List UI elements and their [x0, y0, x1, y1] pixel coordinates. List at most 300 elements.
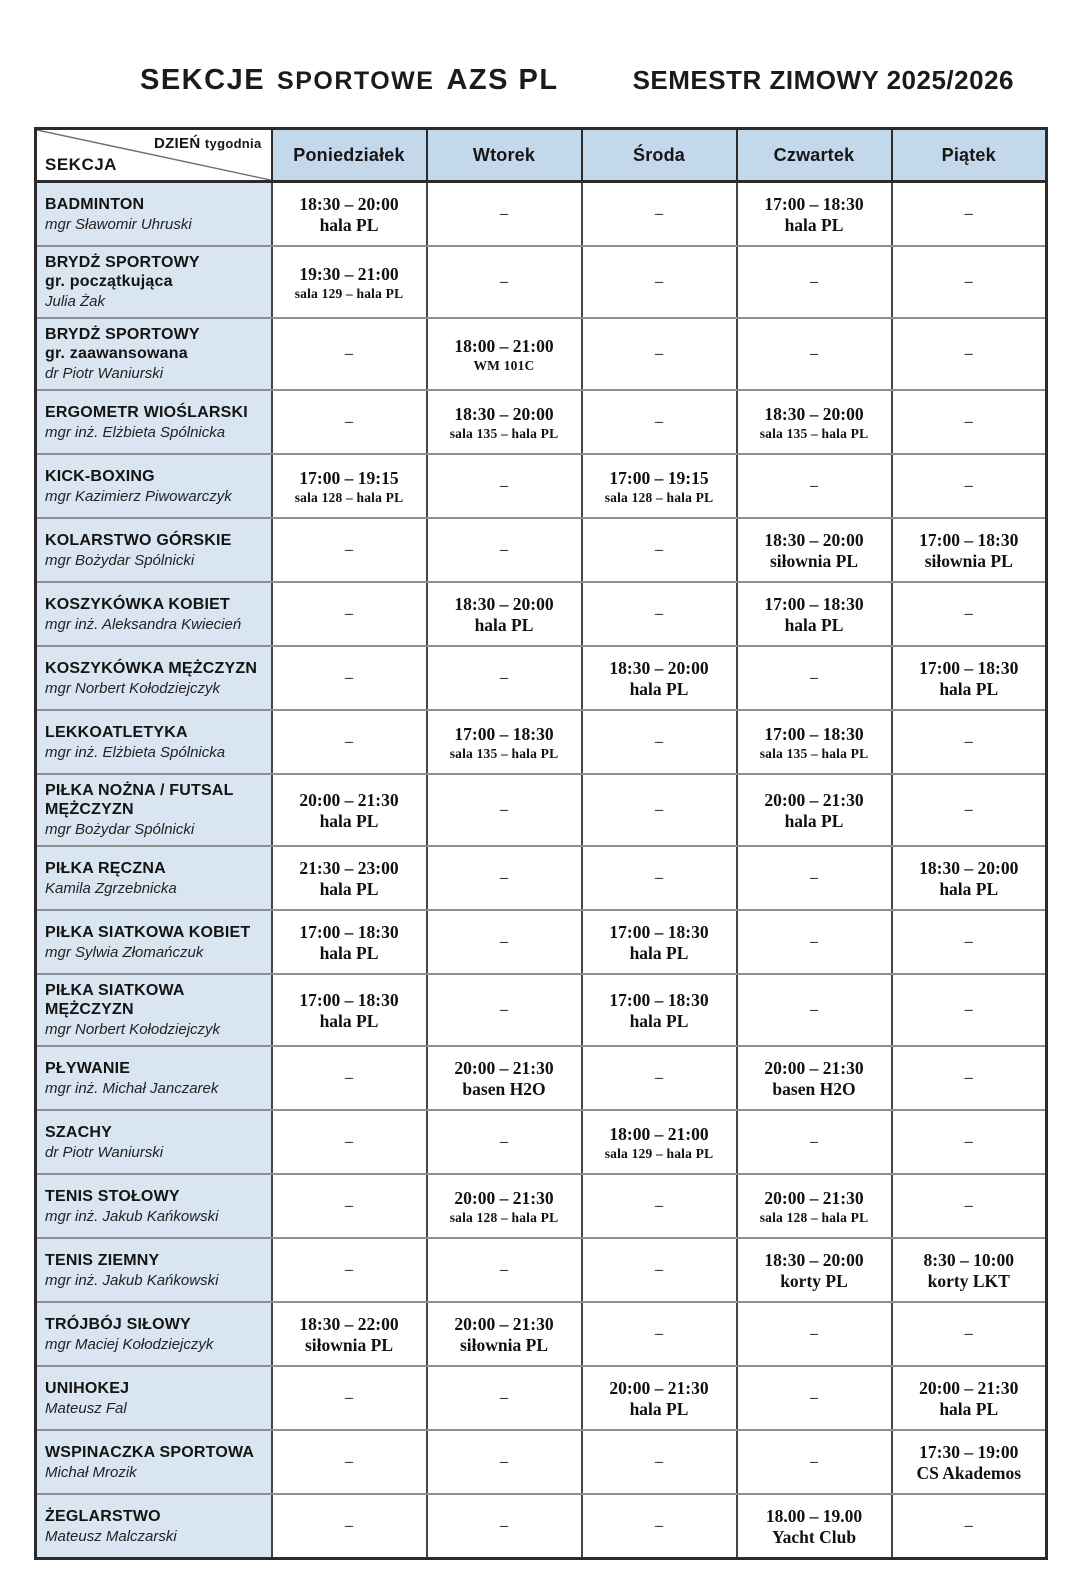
table-row: [36, 774, 1047, 846]
empty-dash: –: [810, 1453, 818, 1470]
schedule-time: 20:00 – 21:30: [764, 1057, 864, 1078]
section-cell: [36, 318, 272, 390]
section-instructor: mgr Norbert Kołodziejczyk: [45, 679, 221, 697]
schedule-place: hala PL: [319, 942, 379, 963]
section-instructor: mgr inż. Elżbieta Spólnicka: [45, 743, 226, 761]
schedule-cell: [427, 246, 582, 318]
schedule-cell: [272, 182, 427, 247]
empty-dash: –: [655, 801, 663, 818]
section-instructor: mgr inż. Aleksandra Kwiecień: [45, 615, 242, 633]
empty-dash: –: [345, 1197, 353, 1214]
section-cell: [36, 1494, 272, 1559]
schedule-cell: [427, 182, 582, 247]
schedule-cell: [737, 774, 892, 846]
section-instructor: mgr inż. Michał Janczarek: [45, 1079, 219, 1097]
schedule-cell: [892, 1174, 1047, 1238]
section-cell: [36, 1302, 272, 1366]
section-cell: [36, 846, 272, 910]
schedule-cell: [737, 646, 892, 710]
day-header-tuesday: Wtorek: [427, 129, 582, 182]
schedule-place: siłownia PL: [924, 550, 1013, 571]
section-cell: [36, 1366, 272, 1430]
schedule-cell: [582, 1110, 737, 1174]
schedule-cell: [272, 582, 427, 646]
empty-dash: –: [810, 273, 818, 290]
empty-dash: –: [964, 1133, 973, 1150]
schedule-time: 18.00 – 19.00: [765, 1505, 863, 1526]
section-instructor: dr Piotr Waniurski: [45, 1143, 164, 1161]
schedule-place: hala PL: [629, 1398, 689, 1419]
title-semester: SEMESTR ZIMOWY 2025/2026: [632, 65, 1014, 95]
schedule-place: sala 128 – hala PL: [604, 489, 714, 505]
schedule-cell: [737, 390, 892, 454]
empty-dash: –: [345, 1133, 353, 1150]
section-name: BRYDŻ SPORTOWY: [45, 254, 200, 271]
schedule-cell: [427, 646, 582, 710]
schedule-cell: [892, 646, 1047, 710]
schedule-place: basen H2O: [772, 1078, 856, 1099]
schedule-cell: [427, 1494, 582, 1559]
empty-dash: –: [964, 933, 973, 950]
schedule-place: basen H2O: [462, 1078, 546, 1099]
schedule-cell: [582, 646, 737, 710]
schedule-place: hala PL: [784, 614, 844, 635]
schedule-cell: [427, 1174, 582, 1238]
schedule-time: 18:30 – 20:00: [454, 593, 554, 614]
table-row: [36, 246, 1047, 318]
empty-dash: –: [500, 669, 508, 686]
schedule-cell: [737, 974, 892, 1046]
schedule-cell: [582, 974, 737, 1046]
schedule-cell: [737, 1494, 892, 1559]
schedule-cell: [272, 910, 427, 974]
section-instructor: mgr Sylwia Złomańczuk: [45, 943, 204, 961]
schedule-cell: [892, 182, 1047, 247]
schedule-cell: [737, 846, 892, 910]
section-name: ERGOMETR WIOŚLARSKI: [45, 403, 248, 421]
schedule-time: 17:00 – 18:30: [919, 529, 1019, 550]
empty-dash: –: [964, 1517, 973, 1534]
schedule-cell: [582, 182, 737, 247]
schedule-place: siłownia PL: [769, 550, 858, 571]
schedule-cell: [582, 710, 737, 774]
schedule-cell: [272, 974, 427, 1046]
schedule-place: sala 128 – hala PL: [759, 1209, 869, 1225]
empty-dash: –: [500, 933, 508, 950]
schedule-time: 18:00 – 21:00: [454, 335, 554, 356]
section-cell: [36, 1430, 272, 1494]
schedule-table: [34, 127, 1048, 1560]
schedule-cell: [582, 1302, 737, 1366]
empty-dash: –: [500, 1133, 508, 1150]
schedule-place: hala PL: [474, 614, 534, 635]
schedule-cell: [582, 1046, 737, 1110]
schedule-place: hala PL: [784, 214, 844, 235]
empty-dash: –: [964, 1069, 973, 1086]
schedule-cell: [737, 1430, 892, 1494]
empty-dash: –: [810, 869, 818, 886]
table-row: [36, 1046, 1047, 1110]
section-cell: [36, 1046, 272, 1110]
schedule-cell: [427, 974, 582, 1046]
schedule-cell: [427, 518, 582, 582]
schedule-cell: [892, 582, 1047, 646]
schedule-time: 18:30 – 20:00: [764, 1249, 864, 1270]
schedule-cell: [582, 1366, 737, 1430]
schedule-place: hala PL: [939, 1398, 999, 1419]
schedule-cell: [737, 1046, 892, 1110]
table-row: [36, 1494, 1047, 1559]
empty-dash: –: [964, 273, 973, 290]
schedule-cell: [892, 846, 1047, 910]
empty-dash: –: [345, 1453, 353, 1470]
empty-dash: –: [655, 605, 663, 622]
schedule-time: 20:00 – 21:30: [454, 1187, 554, 1208]
page-title: [140, 64, 1080, 97]
schedule-cell: [892, 1046, 1047, 1110]
schedule-cell: [582, 246, 737, 318]
schedule-cell: [427, 1110, 582, 1174]
table-row: [36, 318, 1047, 390]
schedule-cell: [582, 846, 737, 910]
schedule-cell: [892, 1110, 1047, 1174]
schedule-time: 18:30 – 20:00: [764, 403, 864, 424]
section-instructor: Julia Żak: [45, 293, 106, 310]
section-cell: [36, 454, 272, 518]
schedule-cell: [737, 454, 892, 518]
table-row: [36, 1430, 1047, 1494]
section-instructor: mgr Bożydar Spólnicki: [45, 551, 195, 569]
schedule-place: hala PL: [629, 942, 689, 963]
section-cell: [36, 646, 272, 710]
schedule-place: WM 101C: [473, 357, 535, 373]
schedule-cell: [892, 774, 1047, 846]
section-cell: [36, 774, 272, 846]
schedule-cell: [892, 974, 1047, 1046]
schedule-time: 18:30 – 20:00: [764, 529, 864, 550]
section-name: PIŁKA SIATKOWA KOBIET: [45, 923, 251, 941]
schedule-cell: [582, 390, 737, 454]
schedule-time: 17:00 – 18:30: [764, 723, 864, 744]
title-sportowe: SPORTOWE: [277, 67, 435, 95]
schedule-place: hala PL: [319, 878, 379, 899]
empty-dash: –: [655, 345, 663, 362]
day-header-friday: Piątek: [892, 129, 1047, 182]
section-name: WSPINACZKA SPORTOWA: [45, 1443, 255, 1461]
day-header-thursday: Czwartek: [737, 129, 892, 182]
schedule-place: Yacht Club: [771, 1526, 857, 1547]
schedule-place: siłownia PL: [459, 1334, 548, 1355]
schedule-cell: [427, 454, 582, 518]
schedule-cell: [272, 390, 427, 454]
schedule-cell: [737, 1110, 892, 1174]
section-cell: [36, 1174, 272, 1238]
table-row: [36, 582, 1047, 646]
schedule-time: 17:00 – 18:30: [454, 723, 554, 744]
schedule-cell: [892, 910, 1047, 974]
empty-dash: –: [810, 345, 818, 362]
schedule-cell: [427, 318, 582, 390]
schedule-time: 17:00 – 18:30: [609, 989, 709, 1010]
empty-dash: –: [500, 1001, 508, 1018]
empty-dash: –: [655, 273, 663, 290]
schedule-cell: [272, 1366, 427, 1430]
schedule-cell: [272, 1174, 427, 1238]
table-row: [36, 1110, 1047, 1174]
schedule-cell: [737, 1366, 892, 1430]
schedule-cell: [737, 518, 892, 582]
section-name: PIŁKA NOŻNA / FUTSAL: [45, 782, 234, 799]
day-header-wednesday: Środa: [582, 129, 737, 182]
schedule-place: sala 135 – hala PL: [759, 425, 869, 441]
table-row: [36, 910, 1047, 974]
empty-dash: –: [655, 413, 663, 430]
empty-dash: –: [500, 1261, 508, 1278]
schedule-cell: [737, 910, 892, 974]
schedule-time: 18:00 – 21:00: [609, 1123, 709, 1144]
section-name: KOLARSTWO GÓRSKIE: [45, 531, 232, 549]
empty-dash: –: [345, 413, 353, 430]
empty-dash: –: [500, 273, 508, 290]
schedule-place: sala 135 – hala PL: [449, 425, 559, 441]
schedule-cell: [427, 1302, 582, 1366]
schedule-place: hala PL: [784, 810, 844, 831]
section-instructor: mgr Norbert Kołodziejczyk: [45, 1021, 221, 1038]
schedule-cell: [272, 774, 427, 846]
empty-dash: –: [500, 205, 508, 222]
empty-dash: –: [345, 541, 353, 558]
table-row: [36, 710, 1047, 774]
empty-dash: –: [500, 477, 508, 494]
schedule-cell: [892, 710, 1047, 774]
schedule-cell: [427, 910, 582, 974]
table-row: [36, 1238, 1047, 1302]
table-row: [36, 1302, 1047, 1366]
empty-dash: –: [345, 733, 353, 750]
empty-dash: –: [345, 1517, 353, 1534]
schedule-cell: [892, 518, 1047, 582]
schedule-time: 17:00 – 18:30: [609, 921, 709, 942]
schedule-time: 17:00 – 18:30: [299, 989, 399, 1010]
empty-dash: –: [964, 205, 973, 222]
section-name: PIŁKA SIATKOWA MĘŻCZYZN: [45, 982, 185, 1018]
empty-dash: –: [655, 1453, 663, 1470]
empty-dash: –: [345, 1389, 353, 1406]
schedule-cell: [582, 774, 737, 846]
schedule-time: 17:00 – 18:30: [299, 921, 399, 942]
section-instructor: Michał Mrozik: [45, 1463, 137, 1481]
section-instructor: Mateusz Fal: [45, 1399, 127, 1417]
schedule-cell: [582, 454, 737, 518]
schedule-cell: [272, 1494, 427, 1559]
section-instructor: mgr Kazimierz Piwowarczyk: [45, 487, 232, 505]
day-header-monday: Poniedziałek: [272, 129, 427, 182]
schedule-cell: [892, 318, 1047, 390]
section-instructor: mgr inż. Jakub Kańkowski: [45, 1271, 219, 1289]
schedule-cell: [582, 1174, 737, 1238]
section-instructor: mgr Bożydar Spólnicki: [45, 821, 195, 838]
section-cell: [36, 1110, 272, 1174]
schedule-cell: [892, 1430, 1047, 1494]
section-name: BADMINTON: [45, 195, 145, 213]
empty-dash: –: [655, 733, 663, 750]
corner-day-word-small: tygodnia: [204, 136, 262, 151]
empty-dash: –: [964, 1325, 973, 1342]
empty-dash: –: [500, 1517, 508, 1534]
section-instructor: mgr Maciej Kołodziejczyk: [45, 1335, 214, 1353]
section-cell: [36, 710, 272, 774]
empty-dash: –: [500, 541, 508, 558]
schedule-cell: [582, 1430, 737, 1494]
schedule-cell: [737, 582, 892, 646]
section-instructor: mgr Sławomir Uhruski: [45, 215, 192, 233]
table-row: [36, 518, 1047, 582]
schedule-cell: [582, 1238, 737, 1302]
section-instructor: mgr inż. Jakub Kańkowski: [45, 1207, 219, 1225]
schedule-cell: [272, 1110, 427, 1174]
schedule-time: 18:30 – 20:00: [919, 857, 1019, 878]
schedule-place: sala 129 – hala PL: [604, 1145, 714, 1161]
schedule-time: 20:00 – 21:30: [454, 1057, 554, 1078]
schedule-cell: [427, 1430, 582, 1494]
schedule-time: 18:30 – 22:00: [299, 1313, 399, 1334]
section-name: KICK-BOXING: [45, 467, 155, 485]
empty-dash: –: [655, 1261, 663, 1278]
section-name: LEKKOATLETYKA: [45, 723, 188, 741]
empty-dash: –: [810, 669, 818, 686]
corner-section-label: SEKCJA: [45, 155, 117, 174]
header-row: [36, 129, 1047, 182]
empty-dash: –: [655, 1325, 663, 1342]
empty-dash: –: [500, 1389, 508, 1406]
empty-dash: –: [964, 345, 973, 362]
schedule-cell: [427, 710, 582, 774]
empty-dash: –: [655, 205, 663, 222]
schedule-cell: [892, 246, 1047, 318]
section-name: MĘŻCZYZN: [45, 801, 134, 818]
schedule-cell: [582, 582, 737, 646]
schedule-cell: [737, 1238, 892, 1302]
schedule-time: 17:00 – 18:30: [919, 657, 1019, 678]
section-name: ŻEGLARSTWO: [45, 1507, 161, 1525]
schedule-cell: [737, 1302, 892, 1366]
schedule-place: hala PL: [629, 678, 689, 699]
schedule-time: 17:30 – 19:00: [919, 1441, 1019, 1462]
schedule-time: 20:00 – 21:30: [299, 789, 399, 810]
section-name: gr. zaawansowana: [45, 345, 188, 362]
schedule-cell: [892, 1494, 1047, 1559]
table-row: [36, 454, 1047, 518]
empty-dash: –: [810, 1133, 818, 1150]
schedule-time: 20:00 – 21:30: [919, 1377, 1019, 1398]
schedule-place: hala PL: [319, 810, 379, 831]
empty-dash: –: [345, 345, 353, 362]
schedule-place: hala PL: [629, 1010, 689, 1031]
schedule-time: 20:00 – 21:30: [764, 1187, 864, 1208]
schedule-cell: [582, 1494, 737, 1559]
section-name: SZACHY: [45, 1123, 112, 1141]
schedule-tbody: [36, 182, 1047, 1559]
schedule-time: 20:00 – 21:30: [764, 789, 864, 810]
schedule-cell: [582, 318, 737, 390]
schedule-place: hala PL: [939, 878, 999, 899]
empty-dash: –: [810, 933, 818, 950]
schedule-place: korty PL: [780, 1270, 848, 1291]
empty-dash: –: [964, 413, 973, 430]
table-row: [36, 182, 1047, 247]
schedule-place: sala 135 – hala PL: [449, 745, 559, 761]
table-row: [36, 646, 1047, 710]
schedule-cell: [427, 1238, 582, 1302]
empty-dash: –: [810, 477, 818, 494]
schedule-cell: [427, 846, 582, 910]
section-name: BRYDŻ SPORTOWY: [45, 326, 200, 343]
empty-dash: –: [345, 1069, 353, 1086]
empty-dash: –: [810, 1001, 818, 1018]
schedule-cell: [582, 518, 737, 582]
empty-dash: –: [345, 669, 353, 686]
schedule-time: 19:30 – 21:00: [299, 263, 399, 284]
schedule-cell: [427, 774, 582, 846]
empty-dash: –: [655, 1069, 663, 1086]
schedule-cell: [737, 246, 892, 318]
corner-day-word: DZIEŃ: [153, 135, 201, 152]
empty-dash: –: [964, 1197, 973, 1214]
schedule-place: hala PL: [319, 214, 379, 235]
schedule-place: sala 129 – hala PL: [294, 285, 404, 301]
schedule-place: sala 128 – hala PL: [294, 489, 404, 505]
table-row: [36, 1174, 1047, 1238]
section-name: KOSZYKÓWKA KOBIET: [45, 595, 231, 613]
schedule-cell: [272, 646, 427, 710]
schedule-time: 18:30 – 20:00: [299, 193, 399, 214]
empty-dash: –: [810, 1325, 818, 1342]
schedule-cell: [892, 454, 1047, 518]
schedule-time: 17:00 – 18:30: [764, 593, 864, 614]
empty-dash: –: [810, 1389, 818, 1406]
section-cell: [36, 910, 272, 974]
schedule-cell: [737, 1174, 892, 1238]
schedule-place: siłownia PL: [304, 1334, 393, 1355]
schedule-place: hala PL: [319, 1010, 379, 1031]
empty-dash: –: [500, 869, 508, 886]
schedule-time: 20:00 – 21:30: [609, 1377, 709, 1398]
empty-dash: –: [655, 1197, 663, 1214]
table-row: [36, 390, 1047, 454]
title-sekcje: SEKCJE: [140, 64, 266, 96]
schedule-time: 20:00 – 21:30: [454, 1313, 554, 1334]
schedule-time: 17:00 – 19:15: [299, 467, 399, 488]
empty-dash: –: [964, 605, 973, 622]
section-name: PIŁKA RĘCZNA: [45, 859, 166, 877]
corner-cell: [36, 129, 272, 182]
section-name: gr. początkująca: [45, 273, 173, 290]
empty-dash: –: [964, 1001, 973, 1018]
section-instructor: mgr inż. Elżbieta Spólnicka: [45, 423, 226, 441]
schedule-place: korty LKT: [927, 1270, 1010, 1291]
schedule-cell: [272, 1302, 427, 1366]
section-name: TENIS STOŁOWY: [45, 1187, 180, 1205]
empty-dash: –: [655, 541, 663, 558]
section-cell: [36, 1238, 272, 1302]
table-row: [36, 1366, 1047, 1430]
schedule-cell: [272, 246, 427, 318]
empty-dash: –: [964, 733, 973, 750]
schedule-cell: [427, 390, 582, 454]
schedule-cell: [737, 182, 892, 247]
empty-dash: –: [345, 605, 353, 622]
empty-dash: –: [655, 1517, 663, 1534]
